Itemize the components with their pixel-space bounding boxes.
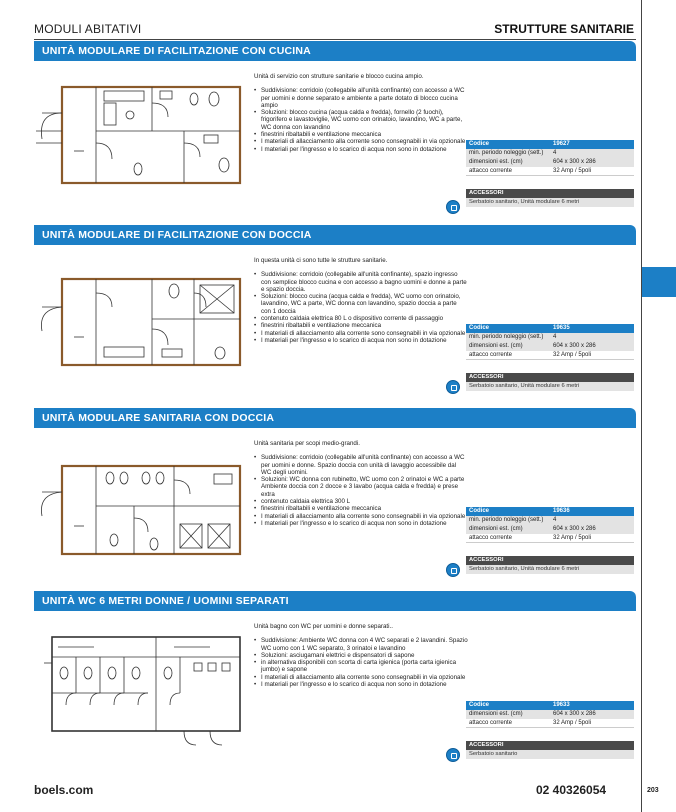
spec-row-code: Codice 19635: [466, 324, 634, 333]
spec-table: [466, 140, 634, 176]
floor-plan-kitchen: [34, 73, 244, 193]
spec-row-code: Codice 19636: [466, 507, 634, 516]
feature-item: • contenuto caldaia elettrica 300 L: [254, 498, 468, 505]
feature-item: • finestrini ribaltabili e ventilazione meccanica: [254, 131, 468, 138]
floor-plan-sanitary: [34, 440, 244, 560]
accessories-icon[interactable]: [446, 380, 460, 394]
section-title: UNITÀ MODULARE DI FACILITAZIONE CON DOCCIA: [42, 229, 312, 241]
spec-row: attacco corrente 32 Amp / 5poli: [466, 351, 634, 360]
section-description: [254, 623, 468, 688]
feature-item: • I materiali di allacciamento alla corrente sono consegnabili in via opzionale: [254, 138, 468, 145]
accessories-box: [466, 741, 634, 759]
accessories-heading: ACCESSORI: [466, 189, 634, 198]
accessories-icon[interactable]: [446, 563, 460, 577]
section-description: [254, 440, 468, 527]
feature-item: • in alternativa disponibili con scorta di carta igienica (porta carta igienica jumbo) e sapone: [254, 659, 468, 674]
spec-row: dimensioni est. (cm) 604 x 300 x 286: [466, 710, 634, 719]
accessories-icon[interactable]: [446, 200, 460, 214]
spec-row: min. periodo noleggio (sett.) 4: [466, 333, 634, 342]
feature-list: [254, 271, 468, 344]
feature-item: • Soluzioni: blocco cucina (acqua calda e fredda), WC uomo con orinatoio, lavandino, WC a parte, WC donna con lavandino, spazio doccia a parte con 1 doccia: [254, 293, 468, 315]
section-description: [254, 73, 468, 153]
section-title-bar: [34, 41, 636, 61]
section-description: [254, 257, 468, 344]
feature-list: [254, 454, 468, 527]
section-title: UNITÀ MODULARE SANITARIA CON DOCCIA: [42, 412, 275, 424]
section-intro: Unità di servizio con strutture sanitarie e blocco cucina ampio.: [254, 73, 424, 80]
page-number: 203: [647, 787, 659, 794]
section-intro: In questa unità ci sono tutte le strutture sanitarie.: [254, 257, 388, 264]
accessories-heading: ACCESSORI: [466, 556, 634, 565]
spec-row: attacco corrente 32 Amp / 5poli: [466, 719, 634, 728]
spec-row: attacco corrente 32 Amp / 5poli: [466, 534, 634, 543]
spec-row: dimensioni est. (cm) 604 x 300 x 286: [466, 342, 634, 351]
feature-list: [254, 637, 468, 688]
section-title-bar: [34, 591, 636, 611]
side-rule: [641, 0, 642, 812]
accessories-list: Serbatoio sanitario, Unità modulare 6 metri: [466, 382, 634, 391]
section-intro: Unità bagno con WC per uomini e donne separati..: [254, 623, 393, 630]
spec-row-code: Codice 19627: [466, 140, 634, 149]
footer-website[interactable]: boels.com: [34, 783, 94, 797]
feature-item: • Suddivisione: corridoio (collegabile all'unità confinante), spazio ingresso con semplice blocco cucina e con accesso a bagno uomini e donne a parte e spazio doccia.: [254, 271, 468, 293]
feature-item: • Suddivisione: Ambiente WC donna con 4 WC separati e 2 lavandini. Spazio WC uomo con 1 WC separato, 3 orinatoi e lavandino: [254, 637, 468, 652]
feature-item: • I materiali di allacciamento alla corrente sono consegnabili in via opzionale: [254, 674, 468, 681]
spec-table: [466, 324, 634, 360]
feature-item: • I materiali per l'ingresso e lo scarico di acqua non sono in dotazione: [254, 146, 468, 153]
section-title: UNITÀ WC 6 METRI DONNE / UOMINI SEPARATI: [42, 595, 289, 607]
section-title: UNITÀ MODULARE DI FACILITAZIONE CON CUCINA: [42, 45, 311, 57]
spec-table: [466, 701, 634, 728]
accessories-icon[interactable]: [446, 748, 460, 762]
feature-item: • I materiali per l'ingresso e lo scarico di acqua non sono in dotazione: [254, 681, 468, 688]
feature-list: [254, 87, 468, 153]
feature-item: • I materiali di allacciamento alla corrente sono consegnabili in via opzionale: [254, 330, 468, 337]
accessories-box: [466, 373, 634, 391]
accessories-heading: ACCESSORI: [466, 373, 634, 382]
spec-row-code: Codice 19633: [466, 701, 634, 710]
spec-row: dimensioni est. (cm) 604 x 300 x 286: [466, 525, 634, 534]
footer-phone: 02 40326054: [536, 783, 607, 797]
spec-table: [466, 507, 634, 543]
feature-item: • Suddivisione: corridoio (collegabile all'unità confinante) con accesso a WC per uomini e donne separato e ambiente a parte dotato di blocco cucina ampio: [254, 87, 468, 109]
accessories-list: Serbatoio sanitario, Unità modulare 6 metri: [466, 198, 634, 207]
section-intro: Unità sanitaria per scopi medio-grandi.: [254, 440, 360, 447]
spec-row: dimensioni est. (cm) 604 x 300 x 286: [466, 158, 634, 167]
category-left: MODULI ABITATIVI: [34, 22, 142, 36]
floor-plan-shower: [34, 257, 244, 377]
accessories-box: [466, 556, 634, 574]
section-title-bar: [34, 225, 636, 245]
accessories-box: [466, 189, 634, 207]
feature-item: • I materiali per l'ingresso e lo scarico di acqua non sono in dotazione: [254, 520, 468, 527]
accessories-heading: ACCESSORI: [466, 741, 634, 750]
feature-item: • Soluzioni: asciugamani elettrici e dispensatori di sapone: [254, 652, 468, 659]
feature-item: • contenuto caldaia elettrica 80 L o dispositivo corrente di passaggio: [254, 315, 468, 322]
feature-item: • I materiali di allacciamento alla corrente sono consegnabili in via opzionale: [254, 513, 468, 520]
feature-item: • Soluzioni: blocco cucina (acqua calda e fredda), fornello (2 fuochi), frigorifero e lavastoviglie, WC uomo con orinatoio, lavandino, WC a parte, WC donna con lavandino: [254, 109, 468, 131]
feature-item: • Soluzioni: WC donna con rubinetto, WC uomo con 2 orinatoi e WC a parte Ambiente doccia con 2 docce e 3 lavabo (acqua calda e fredda) e prese extra: [254, 476, 468, 498]
feature-item: • finestrini ribaltabili e ventilazione meccanica: [254, 322, 468, 329]
spec-row: min. periodo noleggio (sett.) 4: [466, 149, 634, 158]
accessories-list: Serbatoio sanitario: [466, 750, 634, 759]
category-right: STRUTTURE SANITARIE: [494, 22, 634, 36]
feature-item: • Suddivisione: corridoio (collegabile all'unità confinante) con accesso a WC per uomini e donne. Spazio doccia con unità di lavaggio accessibile dal WC degli uomini.: [254, 454, 468, 476]
section-title-bar: [34, 408, 636, 428]
floor-plan-wc: [34, 623, 244, 753]
page-header: [34, 20, 636, 40]
spec-row: min. periodo noleggio (sett.) 4: [466, 516, 634, 525]
feature-item: • I materiali per l'ingresso e lo scarico di acqua non sono in dotazione: [254, 337, 468, 344]
spec-row: attacco corrente 32 Amp / 5poli: [466, 167, 634, 176]
feature-item: • finestrini ribaltabili e ventilazione meccanica: [254, 505, 468, 512]
accessories-list: Serbatoio sanitario, Unità modulare 6 metri: [466, 565, 634, 574]
section-tab[interactable]: [642, 267, 676, 297]
